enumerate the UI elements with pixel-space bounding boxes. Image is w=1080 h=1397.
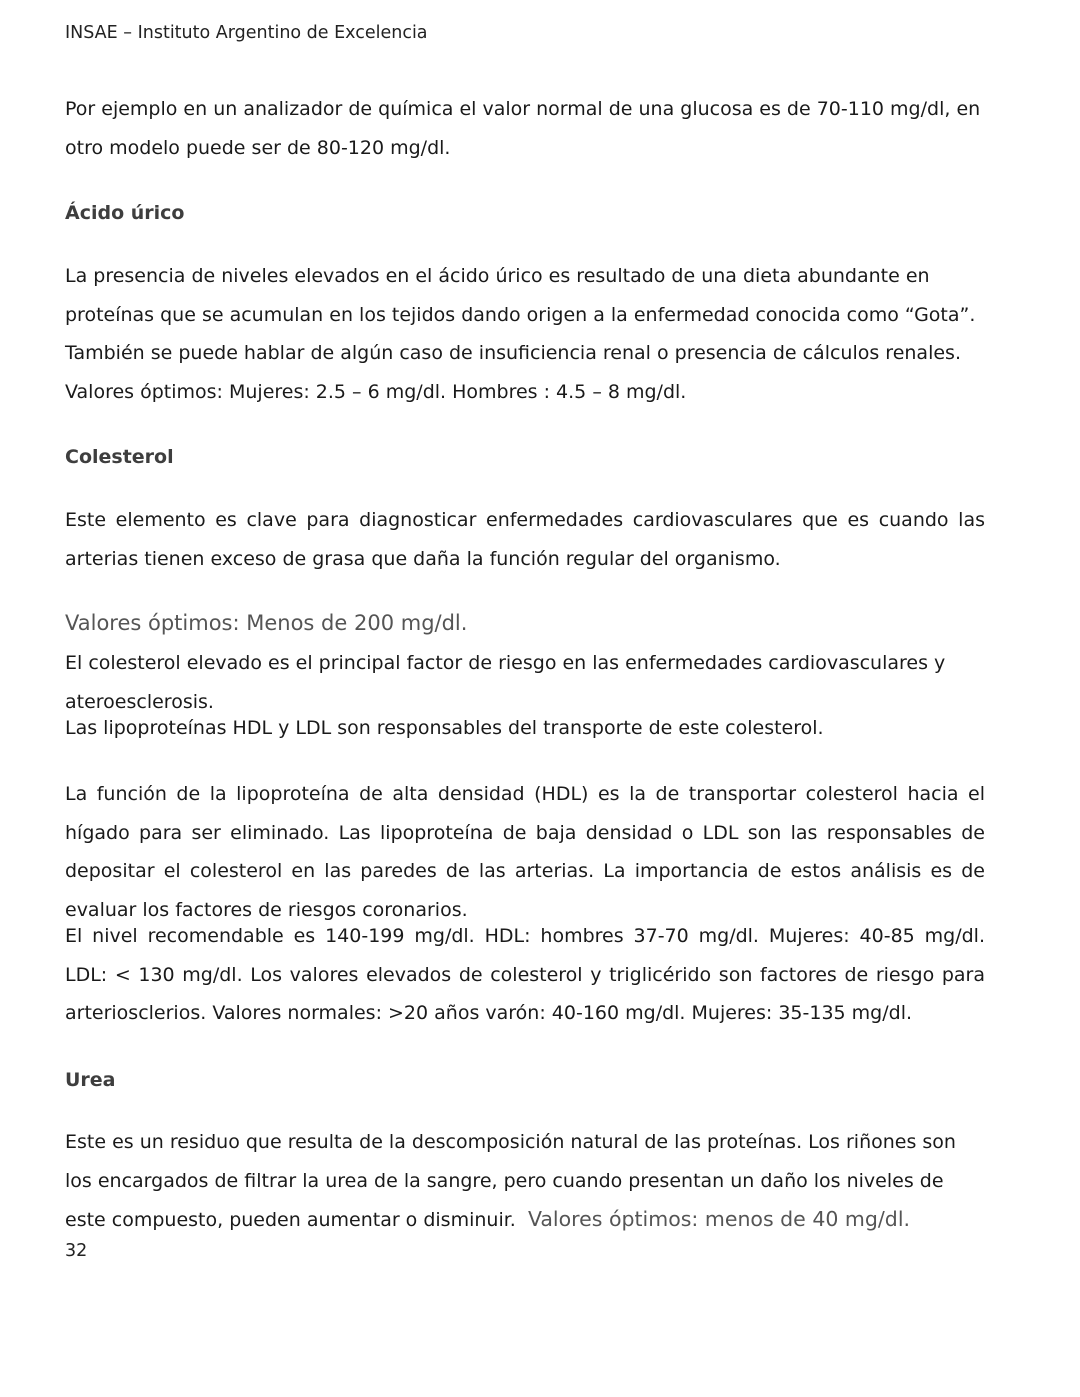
acido-values: Valores óptimos: Mujeres: 2.5 – 6 mg/dl. Hombres : 4.5 – 8 mg/dl. — [65, 381, 687, 403]
acido-paragraph: La presencia de niveles elevados en el ácido úrico es resultado de una dieta abundante en proteínas que se acumulan en los tejidos dando origen a la enfermedad conocida como “Gota”. También se puede hablar de algún caso de insuficiencia renal o presencia de cálculos renales. — [65, 265, 976, 365]
intro-paragraph: Por ejemplo en un analizador de química el valor normal de una glucosa es de 70-110 mg/dl, en otro modelo puede ser de 80-120 mg/dl. — [65, 98, 981, 159]
heading-urea: Urea — [65, 1069, 116, 1091]
colesterol-lipo: Las lipoproteínas HDL y LDL son responsables del transporte de este colesterol. — [65, 717, 824, 739]
colesterol-function: La función de la lipoproteína de alta densidad (HDL) es la de transportar colesterol hacia el hígado para ser eliminado. Las lipoproteína de baja densidad o LDL son las responsables de depositar el colesterol en las paredes de las arterias. La importancia de estos análisis es de evaluar los factores de riesgos coronarios. — [65, 783, 985, 921]
colesterol-risk: El colesterol elevado es el principal factor de riesgo en las enfermedades cardiovasculares y ateroesclerosis. — [65, 652, 946, 713]
urea-values: Valores óptimos: menos de 40 mg/dl. — [527, 1207, 911, 1232]
colesterol-values: Valores óptimos: Menos de 200 mg/dl. — [65, 611, 468, 635]
page-number: 32 — [65, 1241, 88, 1261]
urea-paragraph — [65, 1123, 985, 1240]
colesterol-levels: El nivel recomendable es 140-199 mg/dl. HDL: hombres 37-70 mg/dl. Mujeres: 40-85 mg/dl. LDL: < 130 mg/dl. Los valores elevados de colesterol y triglicérido son factores de riesgo para arteriosclerios. Valores normales: >20 años varón: 40-160 mg/dl. Mujeres: 35-135 mg/dl. — [65, 925, 985, 1025]
heading-colesterol: Colesterol — [65, 446, 174, 468]
urea-body: Este es un residuo que resulta de la descomposición natural de las proteínas. Los riñones son los encargados de filtrar la urea de la sangre, pero cuando presentan un daño los niveles de este compuesto, pueden aumentar o disminuir. — [65, 1131, 956, 1232]
colesterol-paragraph: Este elemento es clave para diagnosticar enfermedades cardiovasculares que es cuando las arterias tienen exceso de grasa que daña la función regular del organismo. — [65, 509, 985, 570]
heading-acido-urico: Ácido úrico — [65, 202, 185, 224]
page-header: INSAE – Instituto Argentino de Excelencia — [65, 23, 428, 43]
